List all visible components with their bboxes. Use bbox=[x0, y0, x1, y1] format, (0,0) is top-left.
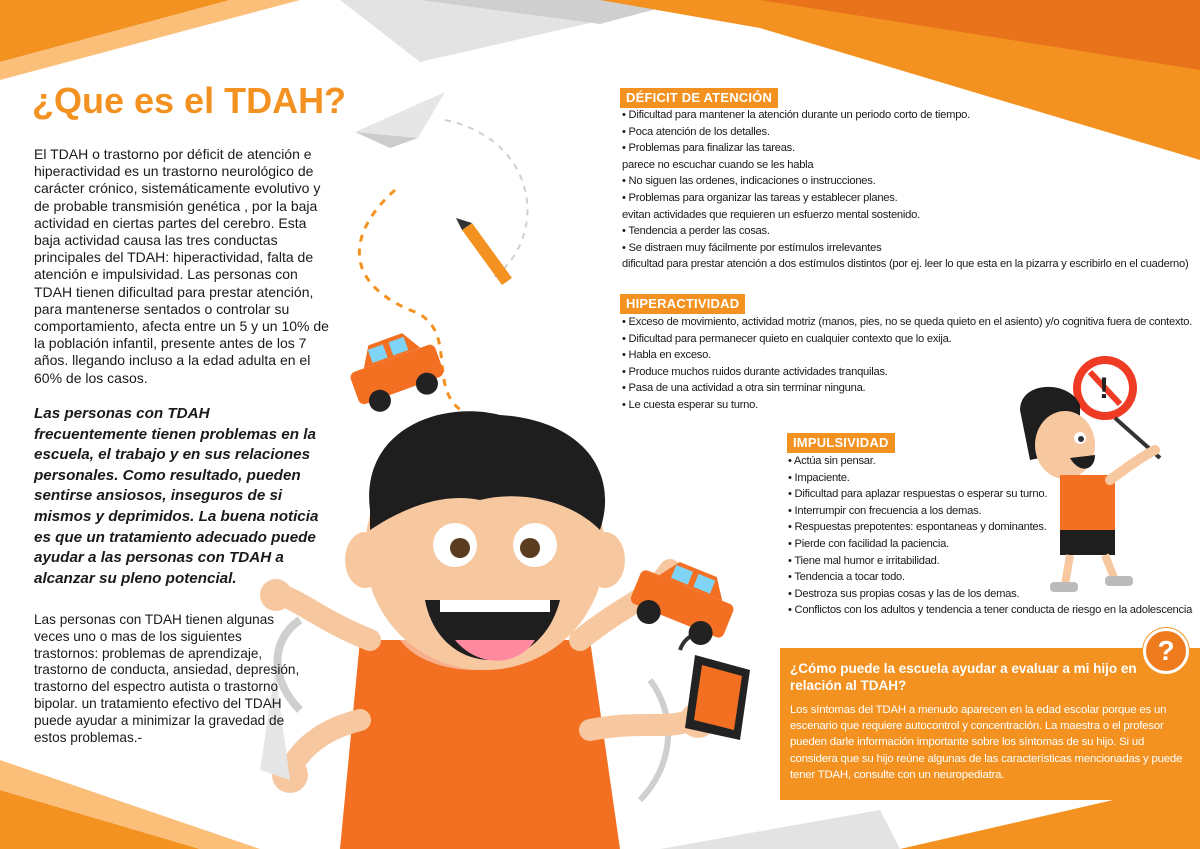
list-item: • Interrumpir con frecuencia a los demas. bbox=[788, 503, 1192, 520]
list-item: evitan actividades que requieren un esfuerzo mental sostenido. bbox=[622, 208, 920, 221]
list-item: parece no escuchar cuando se les habla bbox=[622, 158, 814, 171]
list-item: • Produce muchos ruidos durante actividades tranquilas. bbox=[622, 364, 1192, 381]
list-item: • No siguen las ordenes, indicaciones o instrucciones. bbox=[622, 173, 1188, 190]
intro-paragraph: El TDAH o trastorno por déficit de atención e hiperactividad es un trastorno neurológico de carácter crónico, sistemáticamente evolutivo y de probable transmisión genética , por la baja actividad en ciertas partes del cerebro. Esta baja actividad causa las tres conductas principales del TDAH: hiperactividad, falta de atención e impulsividad. Las personas con TDAH tienen dificultad para prestar atención, para mantenerse sentados o controlar su comportamiento, afecta entre un 5 y un 10% de la población infantil, presente antes de los 7 años. llegando incluso a la edad adulta en el 60% de los casos. bbox=[34, 146, 329, 386]
list-item: • Se distraen muy fácilmente por estímulos irrelevantes bbox=[622, 240, 1188, 257]
list-item: • Conflictos con los adultos y tendencia a tener conducta de riesgo en la adolescencia bbox=[788, 602, 1192, 619]
page-title: ¿Que es el TDAH? bbox=[32, 80, 347, 121]
hiper-list bbox=[622, 314, 1192, 414]
list-item: • Le cuesta esperar su turno. bbox=[622, 397, 1192, 414]
school-question: ¿Cómo puede la escuela ayudar a evaluar a mi hijo en relación al TDAH? bbox=[790, 661, 1137, 693]
list-item: • Exceso de movimiento, actividad motriz (manos, pies, no se queda quieto en el asiento) y/o cognitiva fuera de contexto. bbox=[622, 314, 1192, 331]
list-item: • Tendencia a perder las cosas. bbox=[622, 223, 1188, 240]
list-item: • Tiene mal humor e irritabilidad. bbox=[788, 553, 1192, 570]
hiper-heading: HIPERACTIVIDAD bbox=[620, 294, 745, 314]
list-item: • Dificultad para aplazar respuestas o esperar su turno. bbox=[788, 486, 1192, 503]
list-item: • Pasa de una actividad a otra sin terminar ninguna. bbox=[622, 380, 1192, 397]
svg-text:!: ! bbox=[1099, 372, 1109, 405]
disorders-paragraph: Las personas con TDAH tienen algunas veces uno o mas de los siguientes trastornos: problemas de aprendizaje, trastorno de conducta, ansiedad, depresión, trastorno del espectro autista o trastorno bipolar. un tratamiento efectivo del TDAH puede ayudar a minimizar la gravedad de estos problemas.- bbox=[34, 612, 300, 745]
list-item: • Destroza sus propias cosas y las de los demas. bbox=[788, 586, 1192, 603]
school-answer: Los síntomas del TDAH a menudo aparecen en la edad escolar porque es un escenario que requiere autocontrol y concentración. La maestra o el profesor pueden darle información importante sobre los síntomas de su hijo. Si ud considera que su hijo reúne algunas de las características mencionadas y puede tener TDAH, consulte con un neuropediatra. bbox=[790, 704, 1183, 781]
list-item: • Actúa sin pensar. bbox=[788, 453, 1192, 470]
impuls-list bbox=[788, 453, 1192, 619]
list-item: • Dificultad para permanecer quieto en cualquier contexto que lo exija. bbox=[622, 331, 1192, 348]
deficit-list bbox=[622, 107, 1188, 273]
list-item: • Poca atención de los detalles. bbox=[622, 124, 1188, 141]
deficit-heading: DÉFICIT DE ATENCIÓN bbox=[620, 88, 778, 108]
list-item: • Problemas para organizar las tareas y establecer planes. bbox=[622, 190, 1188, 207]
list-item: • Dificultad para mantener la atención durante un periodo corto de tiempo. bbox=[622, 107, 1188, 124]
list-item: • Impaciente. bbox=[788, 470, 1192, 487]
list-item: • Tendencia a tocar todo. bbox=[788, 569, 1192, 586]
list-item: dificultad para prestar atención a dos estímulos distintos (por ej. leer lo que esta en la pizarra y escribirlo en el cuaderno) bbox=[622, 258, 1189, 271]
highlight-paragraph: Las personas con TDAH frecuentemente tienen problemas en la escuela, el trabajo y en sus relaciones personales. Como resultado, pueden sentirse ansiosos, inseguros de si mismos y deprimidos. La buena noticia es que un tratamiento adecuado puede ayudar a las personas con TDAH a alcanzar su pleno potencial. bbox=[34, 405, 319, 587]
impuls-heading: IMPULSIVIDAD bbox=[787, 433, 895, 453]
list-item: • Respuestas prepotentes: espontaneas y dominantes. bbox=[788, 519, 1192, 536]
question-mark-icon: ? bbox=[1143, 628, 1189, 674]
list-item: • Habla en exceso. bbox=[622, 347, 1192, 364]
list-item: • Problemas para finalizar las tareas. bbox=[622, 140, 1188, 157]
list-item: • Pierde con facilidad la paciencia. bbox=[788, 536, 1192, 553]
